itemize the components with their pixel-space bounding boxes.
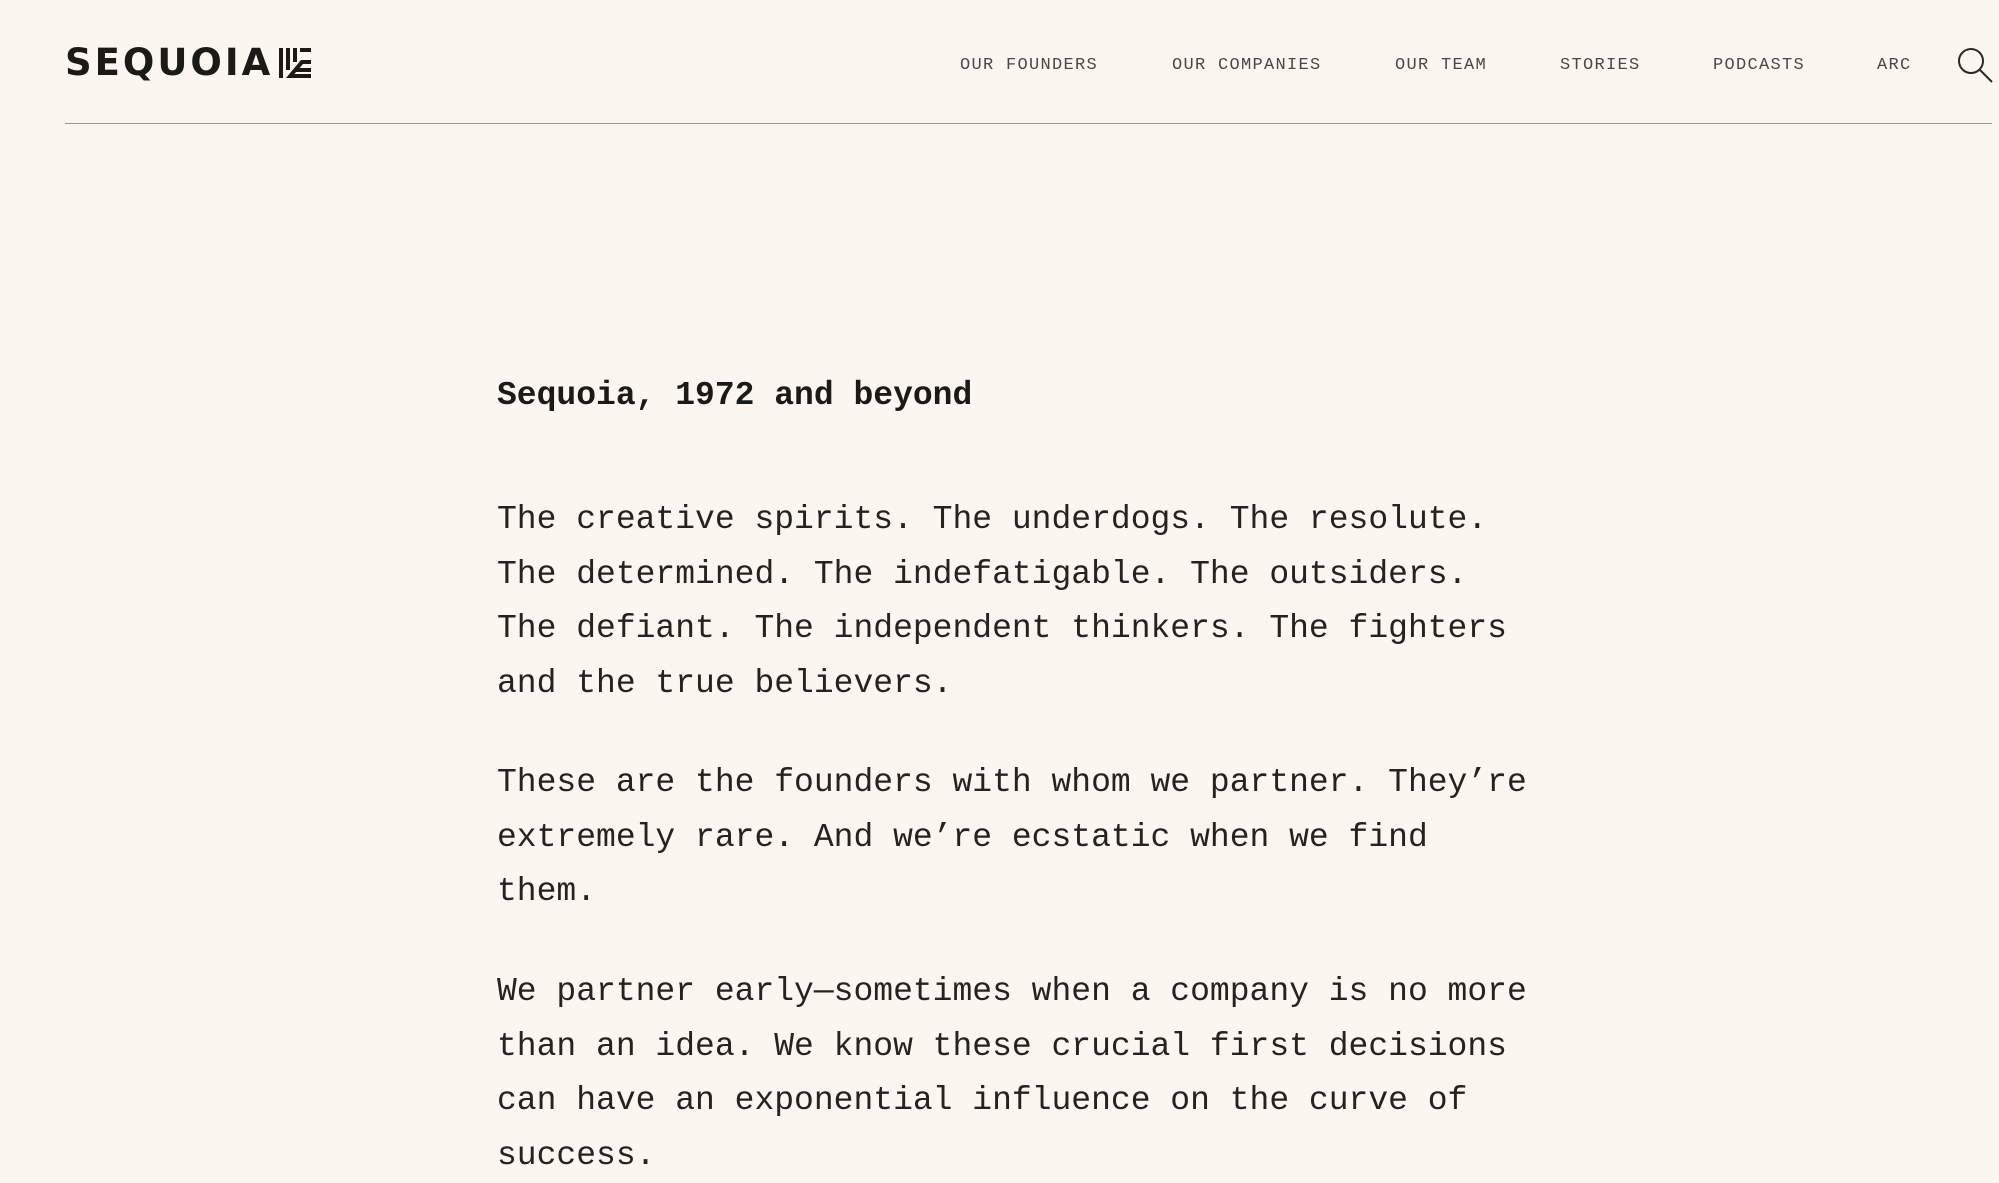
paragraph-line: The determined. The indefatigable. The outsiders. xyxy=(497,548,1507,603)
paragraph-line: We partner early—sometimes when a company is no more xyxy=(497,965,1527,1020)
nav-arc[interactable]: ARC xyxy=(1877,52,1912,80)
intro-paragraph-1 xyxy=(497,493,1507,711)
logo-wordmark: SEQUOIA xyxy=(65,44,273,82)
paragraph-line: them. xyxy=(497,865,1527,920)
nav-our-companies[interactable]: OUR COMPANIES xyxy=(1172,52,1322,80)
paragraph-line: than an idea. We know these crucial first decisions xyxy=(497,1020,1527,1075)
paragraph-line: The creative spirits. The underdogs. The resolute. xyxy=(497,493,1507,548)
paragraph-line: success. xyxy=(497,1129,1527,1183)
nav-our-team[interactable]: OUR TEAM xyxy=(1395,52,1487,80)
main-nav xyxy=(0,52,1999,82)
intro-paragraph-2 xyxy=(497,756,1527,920)
search-icon xyxy=(1956,46,1994,84)
paragraph-line: These are the founders with whom we partner. They’re xyxy=(497,756,1527,811)
search-button[interactable] xyxy=(1956,46,1994,84)
site-header xyxy=(0,0,1999,125)
intro-paragraph-3 xyxy=(497,965,1527,1183)
nav-podcasts[interactable]: PODCASTS xyxy=(1713,52,1805,80)
paragraph-line: can have an exponential influence on the curve of xyxy=(497,1074,1527,1129)
page-heading: Sequoia, 1972 and beyond xyxy=(497,374,972,418)
paragraph-line: The defiant. The independent thinkers. The fighters xyxy=(497,602,1507,657)
nav-stories[interactable]: STORIES xyxy=(1560,52,1641,80)
paragraph-line: and the true believers. xyxy=(497,657,1507,712)
header-divider xyxy=(65,123,1992,124)
paragraph-line: extremely rare. And we’re ecstatic when we find xyxy=(497,811,1527,866)
nav-our-founders[interactable]: OUR FOUNDERS xyxy=(960,52,1098,80)
